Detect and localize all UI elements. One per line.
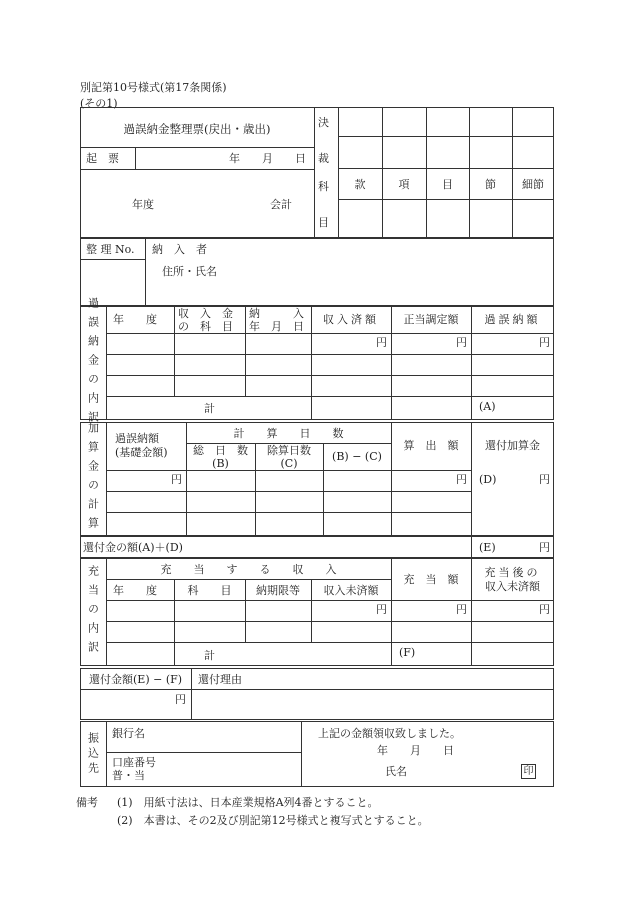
addition-d-label: (D)	[479, 473, 497, 486]
addition-side-label: 加算金の計算	[86, 422, 100, 536]
fiscal-year: 年度	[132, 198, 154, 211]
kamoku-char-1: 科	[318, 180, 329, 193]
addition-yen-1: 円	[171, 473, 182, 486]
seiri-no-label: 整 理 No.	[86, 243, 135, 256]
addition-total-days-bottom: (B)	[212, 457, 229, 470]
addition-base-bottom: (基礎金額)	[115, 446, 168, 459]
overpaid-h-year: 年 度	[113, 313, 157, 326]
addition-base-top: 過誤納額	[115, 432, 159, 445]
form-subtitle: (その1)	[80, 97, 118, 110]
kiso-date: 年 月 日	[229, 152, 306, 165]
transfer-section	[80, 721, 554, 787]
allocation-h-unpaid: 収入未済額	[323, 584, 379, 597]
seal-box: 印	[521, 764, 536, 779]
addition-total-days-top: 総 日 数	[193, 444, 248, 457]
overpaid-h-correct: 正当調定額	[403, 313, 459, 326]
form-title: 過誤納金整理票(戻出・歳出)	[123, 122, 271, 136]
overpaid-h-date-top: 納 入	[249, 307, 304, 320]
overpaid-h-subject-bottom: の 科 目	[178, 320, 233, 333]
overpaid-yen-3: 円	[539, 336, 550, 349]
refund-amount-label: 還付金額(E) − (F)	[89, 673, 183, 686]
allocation-yen-1: 円	[376, 603, 387, 616]
overpaid-h-received: 収入済額	[323, 313, 379, 326]
overpaid-yen-1: 円	[376, 336, 387, 349]
remarks-item-2: (2) 本書は、その2及び別記第12号様式と複写式とすること。	[117, 814, 429, 827]
receipt-date: 年 月 日	[377, 744, 454, 757]
addition-exclude-bottom: (C)	[280, 457, 298, 470]
allocation-yen-3: 円	[539, 603, 550, 616]
address-label: 住所・氏名	[162, 265, 217, 278]
addition-amount: 算 出 額	[403, 439, 459, 452]
overpaid-h-overpaid: 過誤納額	[484, 313, 541, 326]
addition-yen-2: 円	[456, 473, 467, 486]
refund-total-yen: 円	[539, 541, 550, 554]
allocation-h-subject: 科 目	[187, 584, 232, 597]
kiso-label: 起 票	[86, 152, 119, 165]
kamoku-char-2: 目	[318, 216, 329, 229]
overpaid-h-date-bottom: 年 月 日	[249, 320, 304, 333]
allocation-side-label: 充当の内訳	[86, 564, 100, 660]
overpaid-yen-2: 円	[456, 336, 467, 349]
kamoku-col-moku: 目	[442, 178, 453, 191]
addition-calc-days: 計 算 日 数	[233, 427, 344, 440]
refund-yen: 円	[175, 693, 186, 706]
kamoku-col-saisetsu: 細節	[522, 178, 544, 191]
allocation-h-after-top: 充当後の	[484, 566, 541, 579]
payer-label: 納 入 者	[152, 243, 207, 256]
fiscal-account: 会計	[270, 198, 292, 211]
account-type-label: 普・当	[112, 769, 145, 782]
allocation-total-label: 計	[204, 649, 215, 662]
bank-label: 銀行名	[112, 727, 145, 740]
form-reference: 別記第10号様式(第17条関係)	[80, 81, 227, 94]
refund-total-label: 還付金の額(A)＋(D)	[83, 541, 183, 554]
kamoku-col-setsu: 節	[485, 178, 496, 191]
overpaid-side-label: 過誤納金の内訳	[86, 296, 100, 430]
refund-total-e-label: (E)	[479, 541, 496, 554]
allocation-yen-2: 円	[456, 603, 467, 616]
addition-diff: (B) − (C)	[332, 450, 382, 463]
receipt-text: 上記の金額領収致しました。	[318, 727, 461, 740]
remarks-item-1: (1) 用紙寸法は、日本産業規格A列4番とすること。	[117, 796, 379, 809]
decision-char-2: 裁	[318, 152, 329, 165]
overpaid-a-label: (A)	[479, 400, 496, 413]
overpaid-h-subject-top: 収 入 金	[178, 307, 233, 320]
allocation-header-main: 充 当 す る 収 入	[160, 563, 337, 576]
account-label: 口座番号	[112, 756, 156, 769]
allocation-h-allocated: 充 当 額	[403, 573, 459, 586]
allocation-h-after-bottom: 収入未済額	[485, 580, 540, 593]
addition-refund-add: 還付加算金	[485, 439, 540, 452]
overpaid-total-label: 計	[204, 402, 215, 415]
kamoku-col-kou: 項	[398, 178, 410, 191]
allocation-h-year: 年 度	[113, 584, 157, 597]
allocation-h-deadline: 納期限等	[256, 584, 300, 597]
kamoku-col-kan: 款	[354, 178, 366, 191]
decision-char-1: 決	[318, 116, 329, 129]
refund-reason-label: 還付理由	[198, 673, 242, 686]
remarks-label: 備考	[76, 796, 98, 809]
transfer-side-label: 振込先	[86, 731, 100, 777]
addition-exclude-top: 除算日数	[267, 444, 311, 457]
receipt-name-label: 氏名	[385, 765, 407, 778]
addition-yen-3: 円	[539, 473, 550, 486]
allocation-f-label: (F)	[399, 646, 416, 659]
